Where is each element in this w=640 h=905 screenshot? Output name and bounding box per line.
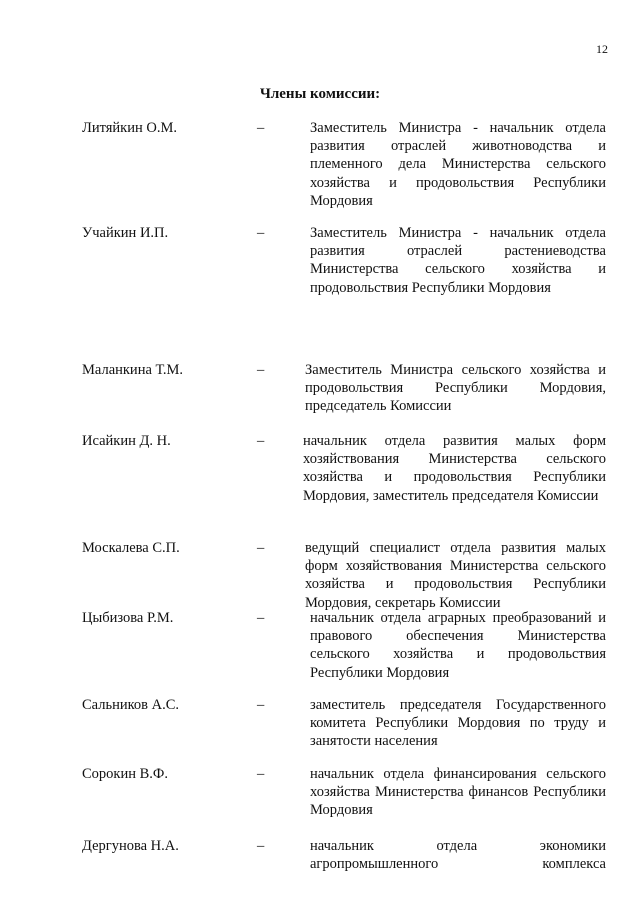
member-description: начальник отдела финансирования сельского хозяйства Министерства финансов Республики Мордовия: [310, 766, 606, 819]
member-name: Учайкин И.П.: [82, 225, 169, 241]
member-dash: –: [257, 433, 265, 449]
member-description: ведущий специалист отдела развития малых форм хозяйствования Министерства сельского хозяйства и продовольствия Республики Мордовия, секретарь Комиссии: [305, 540, 606, 611]
member-dash: –: [257, 838, 265, 854]
member-name: Сальников А.С.: [82, 697, 180, 713]
member-name: Маланкина Т.М.: [82, 362, 184, 378]
member-description: начальник отдела развития малых форм хозяйствования Министерства сельского хозяйства и продовольствия Республики Мордовия, заместитель председателя Комиссии: [303, 433, 606, 504]
member-dash: –: [257, 766, 265, 782]
page-heading: Члены комиссии:: [259, 86, 381, 102]
member-name: Москалева С.П.: [82, 540, 180, 556]
member-description: Заместитель Министра сельского хозяйства и продовольствия Республики Мордовия, председатель Комиссии: [305, 362, 606, 415]
page-number: 12: [596, 42, 608, 56]
member-description: заместитель председателя Государственного комитета Республики Мордовия по труду и занятости населения: [310, 697, 606, 750]
member-description: Заместитель Министра - начальник отдела развития отраслей животноводства и племенного дела Министерства сельского хозяйства и продовольствия Республики Мордовия: [310, 120, 606, 209]
member-description: начальник отдела экономики агропромышленного комплекса: [310, 838, 606, 873]
member-dash: –: [257, 225, 265, 241]
member-description: начальник отдела аграрных преобразований и правового обеспечения Министерства сельского хозяйства и продовольствия Республики Мордовия: [310, 610, 606, 681]
member-name: Дергунова Н.А.: [82, 838, 179, 854]
member-name: Цыбизова Р.М.: [82, 610, 174, 626]
member-dash: –: [257, 362, 265, 378]
member-name: Литяйкин О.М.: [82, 120, 177, 136]
member-dash: –: [257, 610, 265, 626]
member-dash: –: [257, 120, 265, 136]
member-name: Сорокин В.Ф.: [82, 766, 168, 782]
member-name: Исайкин Д. Н.: [82, 433, 171, 449]
member-description: Заместитель Министра - начальник отдела развития отраслей растениеводства Министерства сельского хозяйства и продовольствия Республики Мордовия: [310, 225, 606, 296]
member-dash: –: [257, 697, 265, 713]
member-dash: –: [257, 540, 265, 556]
